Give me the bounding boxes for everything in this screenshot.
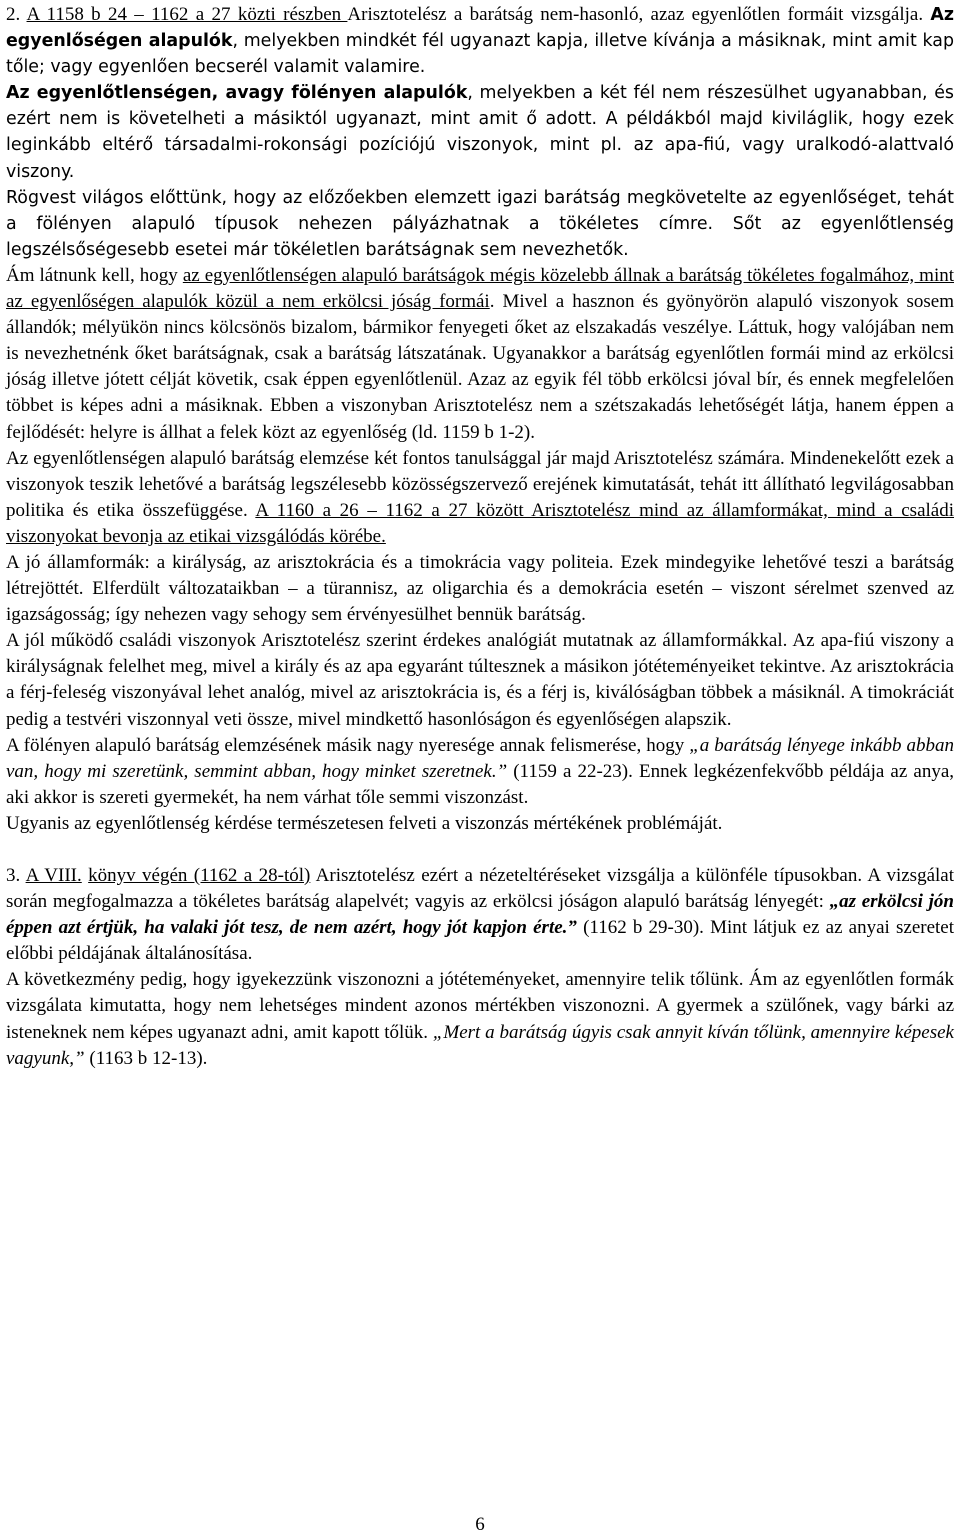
text-run: A 1158 b 24 – 1162 a 27 közti részben xyxy=(26,4,348,25)
text-run: „az erkölcsi jón éppen azt értjük, ha valaki jót tesz, de nem azért, hogy jót kapjon érte.” xyxy=(6,891,955,939)
text-run: Az egyenlőtlenségen, avagy fölényen alapulók xyxy=(6,83,468,104)
text-run: (1159 a 22-23). Ennek legkézenfekvőbb példája az anya, aki akkor is szereti gyermekét, ha nem várhat tőle semmi viszonzást. xyxy=(6,760,954,808)
text-run: könyv végén (1162 a 28-tól) xyxy=(88,865,311,886)
text-run: A VIII. xyxy=(25,865,82,886)
paragraph-closer-to-perfect xyxy=(6,263,954,446)
text-run: Ám látnunk kell, hogy xyxy=(6,264,183,286)
paragraph-good-state-forms xyxy=(6,550,954,628)
text-run: „a barátság lényege inkább abban van, hogy mi szeretünk, semmint abban, hogy minket szeretnek.” xyxy=(6,734,954,782)
text-run: Az egyenlőtlenségen alapuló barátság elemzése két fontos tanulsággal jár majd Arisztotelész számára. Mindenekelőtt ezek a viszonyok teszik lehetővé a barátság legszélesebb közösségszervező erejének kimutatását, tehát itt állítható legvilágosabban politika és etika összefüggése. xyxy=(6,447,954,521)
paragraph-family-relations xyxy=(6,628,954,732)
text-run: Ugyanis az egyenlőtlenség kérdése természetesen felveti a viszonzás mértékének problémáját. xyxy=(6,812,723,834)
text-run: az egyenlőtlenségen alapuló barátságok mégis közelebb állnak a barátság tökéletes fogalmához, mint az egyenlőségen alapulók közül a nem erkölcsi jóság formái xyxy=(6,264,954,313)
document-body xyxy=(6,2,954,1072)
text-run: A jó államformák: a királyság, az arisztokrácia és a timokrácia vagy politeia. Ezek mindegyike lehetővé teszi a barátság létrejöttét. Elferdült változataikban – a türannisz, az oligarchia és a demokrácia esetén – viszont sérelmet szenved az igazságosság; így nehezen vagy sehogy sem érvényesülhet bennük barátság. xyxy=(6,551,954,626)
text-run: A következmény pedig, hogy igyekezzünk viszonozni a jótéteményeket, amennyire telik tőlünk. Ám az egyenlőtlen formák vizsgálata kimutatta, hogy nem lehetséges mindent azonos mértékben viszonozni. A gyermek a szülőnek, vagy bárki az isteneknek nem képes ugyanazt adni, amit kapott tőlük. xyxy=(6,969,954,1043)
page-number: 6 xyxy=(475,1514,485,1535)
text-run: A példákból majd kiviláglik, hogy ezek leginkább eltérő társadalmi-rokonsági pozíciójú viszonyok, mint pl. az apa-fiú, vagy uralkodó-alattvaló viszony. xyxy=(6,109,954,182)
paragraph-section-3-intro xyxy=(6,863,954,967)
paragraph-essence-of-friendship xyxy=(6,733,954,811)
text-run: , melyekben a két fél nem részesülhet ugyanabban, és ezért nem is követelheti a másiktól ugyanazt, mint amit ő adott. xyxy=(6,83,954,130)
paragraph-equality-requirement xyxy=(6,185,954,263)
text-run: (1163 b 12-13). xyxy=(84,1047,208,1069)
text-run: „Mert a barátság úgyis csak annyit kíván tőlünk, amennyire képesek vagyunk,” xyxy=(6,1021,954,1069)
text-run: Rögvest világos előttünk, hogy az előzőekben elemzett igazi barátság megkövetelte az egyenlőséget, tehát a fölényen alapuló típusok nehezen pályázhatnak a tökéletes címre. Sőt az egyenlőtlenség legszélsőségesebb esetei már tökéletlen barátságnak sem nevezhetők. xyxy=(6,187,954,260)
paragraph-consequence xyxy=(6,967,954,1071)
paragraph-section-2-intro xyxy=(6,2,954,80)
text-run: A jól működő családi viszonyok Arisztotelész szerint érdekes analógiát mutatnak az államformákkal. Az apa-fiú viszony a királyságnak felelhet meg, mivel a király és az apa egyaránt túltesznek a másikon jótéteményeiket tekintve. Az arisztokrácia a férj-feleség viszonyával lehet analóg, mivel az arisztokrácia is, és a férj is, kiválóságban többek a másiknál. A timokráciát pedig a testvéri viszonnyal veti össze, mivel mindkettő hasonlóságon és egyenlőségen alapszik. xyxy=(6,630,954,730)
text-run: A fölényen alapuló barátság elemzésének másik nagy nyeresége annak felismerése, hogy xyxy=(6,734,690,756)
text-run: Arisztotelész ezért a nézeteltéréseket vizsgálja a különféle típusokban. A vizsgálat során megfogalmazza a tökéletes barátság alapelvét; vagyis az erkölcsi jóságon alapuló barátság lényegét: xyxy=(6,865,954,913)
text-run: Az egyenlőségen alapulók xyxy=(6,5,954,52)
paragraph-two-lessons xyxy=(6,446,954,550)
text-run: (1162 b 29-30). Mint látjuk ez az anyai szeretet előbbi példájának általánosítása. xyxy=(6,917,955,965)
text-run: 3. xyxy=(6,865,26,886)
text-run: 2. xyxy=(6,4,27,25)
paragraph-reciprocity xyxy=(6,811,954,837)
text-run: Arisztotelész a barátság nem-hasonló, azaz egyenlőtlen formáit vizsgálja. xyxy=(347,4,931,25)
text-run: A 1160 a 26 – 1162 a 27 között Arisztotelész mind az államformákat, mind a családi viszonyokat bevonja az etikai vizsgálódás körébe. xyxy=(6,499,955,547)
text-run: , melyekben mindkét fél ugyanazt kapja, illetve kívánja a másiknak, mint amit kap tőle; vagy egyenlően becserél valamit valamire. xyxy=(6,31,954,78)
text-run: . Mivel a hasznon és gyönyörön alapuló viszonyok sosem állandók; mélyükön nincs kölcsönös bizalom, bármikor fenyegeti őket az elszakadás veszélye. Láttuk, hogy valójában nem is nevezhetnénk őket barátságnak, csak a barátság látszatának. Ugyanakkor a barátság egyenlőtlen formái mind az erkölcsi jóság illetve jótett célját követik, csak éppen egyenlőtlenül. Azaz az egyik fél több erkölcsi jóval bír, és ennek megfelelően többet is képes adni a másiknak. Ebben a viszonyban Arisztotelész nem a szétszakadás lehetőségét látja, hanem éppen a fejlődését: helyre is állhat a felek közt az egyenlőség (ld. 1159 b 1-2). xyxy=(6,291,954,443)
paragraph-unequal-friendship xyxy=(6,80,954,184)
